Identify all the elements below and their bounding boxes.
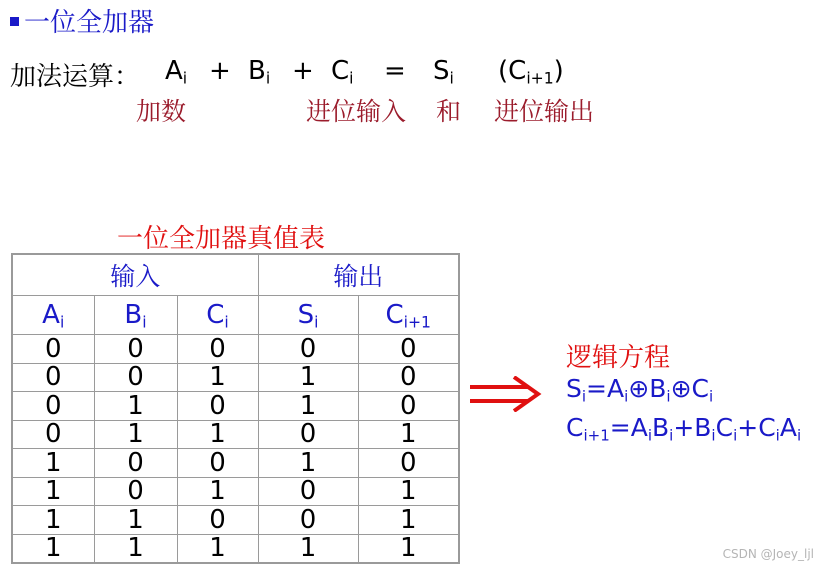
table-cell: 1: [177, 477, 258, 506]
table-row: [12, 534, 459, 563]
column-header-si: $S_i$: [258, 296, 358, 335]
column-header-row: [12, 296, 459, 335]
table-cell: 1: [258, 449, 358, 478]
equation-sum: $S_i=A_i\oplus B_i\oplus C_i$: [566, 374, 714, 406]
plus-sign-1: +: [209, 56, 231, 86]
table-row: [12, 449, 459, 478]
group-header-input: 输入: [12, 254, 258, 296]
column-header-ci: $C_i$: [177, 296, 258, 335]
table-cell: 1: [258, 392, 358, 421]
label-carry-in: 进位输入: [306, 97, 407, 126]
table-cell: 1: [94, 420, 177, 449]
double-right-arrow-icon: [470, 376, 542, 412]
table-row: [12, 420, 459, 449]
group-header-row: [12, 254, 459, 296]
watermark: CSDN @Joey_ljl: [722, 547, 814, 561]
table-cell: 0: [258, 335, 358, 364]
column-header-bi: $B_i$: [94, 296, 177, 335]
table-cell: 0: [358, 335, 459, 364]
table-row: [12, 477, 459, 506]
table-cell: 1: [177, 363, 258, 392]
table-cell: 1: [358, 477, 459, 506]
table-cell: 0: [94, 449, 177, 478]
table-cell: 0: [94, 363, 177, 392]
table-cell: 1: [177, 534, 258, 563]
table-cell: 0: [258, 506, 358, 535]
label-addend: 加数: [136, 97, 187, 126]
truth-table-body: [12, 335, 459, 564]
table-cell: 1: [358, 420, 459, 449]
truth-table-title: 一位全加器真值表: [117, 224, 326, 254]
addend-b: $B_i$: [248, 56, 271, 88]
table-row: [12, 392, 459, 421]
group-header-output: 输出: [258, 254, 459, 296]
table-cell: 1: [358, 534, 459, 563]
equals-sign: =: [384, 56, 406, 86]
table-cell: 1: [258, 363, 358, 392]
table-cell: 0: [177, 449, 258, 478]
table-cell: 0: [94, 477, 177, 506]
table-cell: 0: [258, 420, 358, 449]
table-cell: 1: [358, 506, 459, 535]
table-cell: 1: [177, 420, 258, 449]
plus-sign-2: +: [292, 56, 314, 86]
carry-out-c: $(C_{i+1})$: [498, 56, 564, 88]
table-cell: 1: [12, 449, 94, 478]
table-cell: 1: [12, 477, 94, 506]
table-cell: 0: [358, 363, 459, 392]
equation-carry: $C_{i+1}=A_iB_i+B_iC_i+C_iA_i$: [566, 413, 802, 445]
addend-a: $A_i$: [165, 56, 188, 88]
carry-in-c: $C_i$: [331, 56, 354, 88]
table-cell: 0: [12, 335, 94, 364]
table-cell: 0: [177, 392, 258, 421]
table-cell: 1: [258, 534, 358, 563]
label-sum: 和: [436, 97, 462, 126]
title-bullet-icon: [10, 17, 19, 26]
table-cell: 0: [358, 392, 459, 421]
table-cell: 1: [12, 506, 94, 535]
table-cell: 0: [12, 363, 94, 392]
table-cell: 1: [94, 392, 177, 421]
table-cell: 0: [258, 477, 358, 506]
table-row: [12, 506, 459, 535]
column-header-ci1: $C_{i+1}$: [358, 296, 459, 335]
column-header-ai: $A_i$: [12, 296, 94, 335]
truth-table: [11, 253, 460, 564]
table-cell: 0: [12, 420, 94, 449]
table-cell: 0: [94, 335, 177, 364]
table-cell: 0: [177, 335, 258, 364]
table-cell: 0: [358, 449, 459, 478]
logic-equations-title: 逻辑方程: [566, 343, 671, 373]
table-cell: 0: [177, 506, 258, 535]
addition-prefix: 加法运算：: [10, 62, 141, 92]
label-carry-out: 进位输出: [494, 97, 595, 126]
table-row: [12, 363, 459, 392]
table-cell: 0: [12, 392, 94, 421]
table-cell: 1: [94, 506, 177, 535]
table-cell: 1: [12, 534, 94, 563]
table-row: [12, 335, 459, 364]
table-cell: 1: [94, 534, 177, 563]
sum-s: $S_i$: [433, 56, 454, 88]
page-title: 一位全加器: [24, 8, 155, 38]
